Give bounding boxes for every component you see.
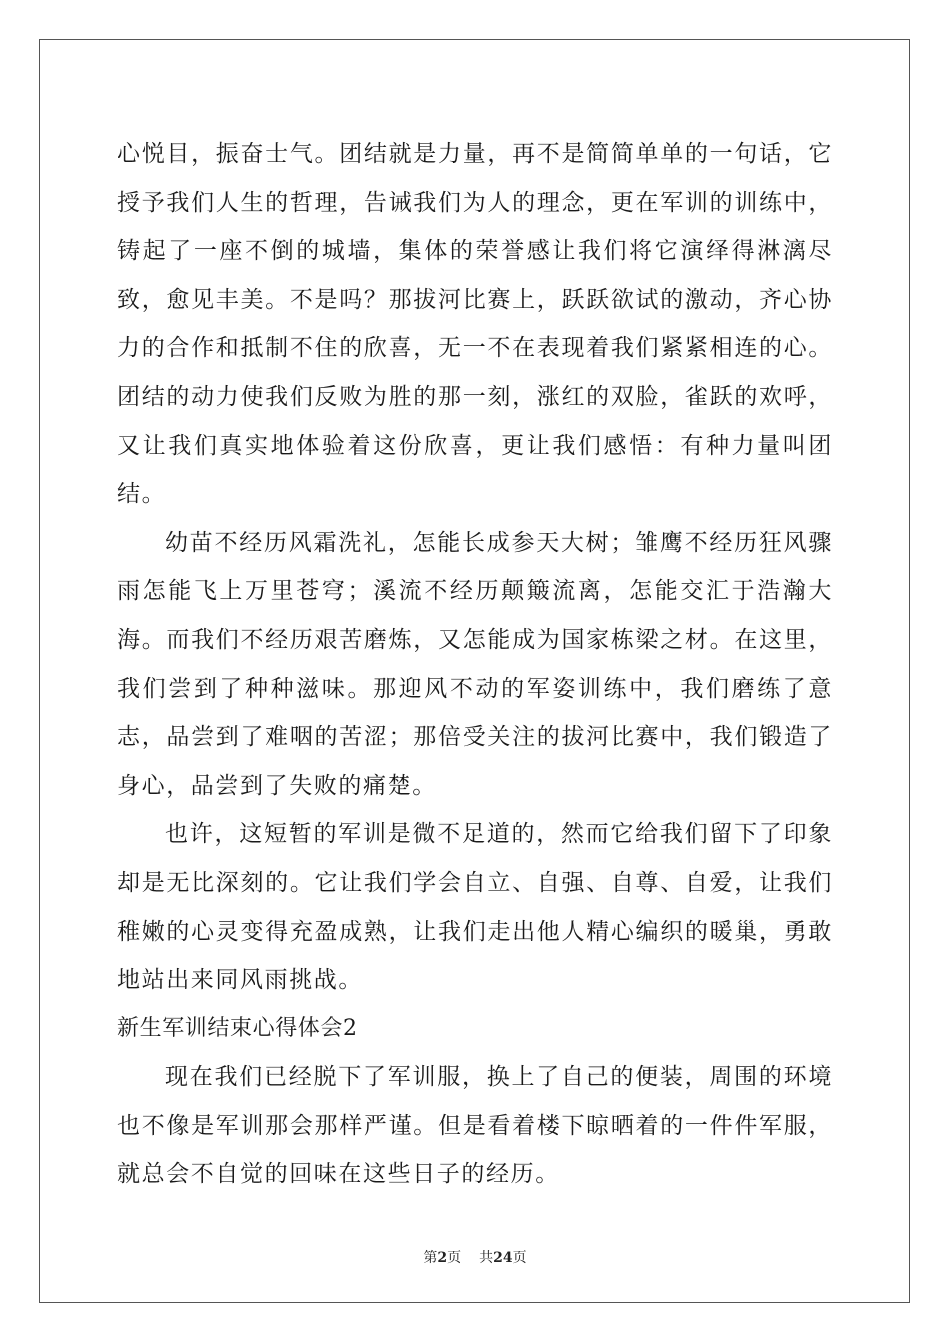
total-suffix: 页 bbox=[512, 1250, 527, 1266]
page-prefix: 第 bbox=[423, 1250, 438, 1266]
paragraph-2: 幼苗不经历风霜洗礼，怎能长成参天大树；雏鹰不经历狂风骤雨怎能飞上万里苍穹；溪流不经历颠簸流离，怎能交汇于浩瀚大海。而我们不经历艰苦磨炼，又怎能成为国家栋梁之材。在这里，我们尝到了种种滋味。那迎风不动的军姿训练中，我们磨练了意志，品尝到了难咽的苦涩；那倍受关注的拔河比赛中，我们锻造了身心，品尝到了失败的痛楚。 bbox=[117, 529, 833, 799]
paragraph-1: 心悦目，振奋士气。团结就是力量，再不是简简单单的一句话，它授予我们人生的哲理，告诫我们为人的理念，更在军训的训练中，铸起了一座不倒的城墙，集体的荣誉感让我们将它演绎得淋漓尽致，愈见丰美。不是吗？那拔河比赛上，跃跃欲试的激动，齐心协力的合作和抵制不住的欣喜，无一不在表现着我们紧紧相连的心。团结的动力使我们反败为胜的那一刻，涨红的双脸，雀跃的欢呼，又让我们真实地体验着这份欣喜，更让我们感悟：有种力量叫团结。 bbox=[117, 141, 833, 508]
total-prefix: 共 bbox=[479, 1250, 494, 1266]
page-suffix: 页 bbox=[447, 1250, 462, 1266]
page-current: 2 bbox=[437, 1250, 448, 1266]
section-heading: 新生军训结束心得体会2 bbox=[117, 1015, 358, 1041]
paragraph-3: 也许，这短暂的军训是微不足道的，然而它给我们留下了印象却是无比深刻的。它让我们学会自立、自强、自尊、自爱，让我们稚嫩的心灵变得充盈成熟，让我们走出他人精心编织的暖巢，勇敢地站出来同风雨挑战。 bbox=[117, 821, 833, 994]
page-footer bbox=[0, 1247, 950, 1267]
document-body bbox=[117, 130, 833, 1199]
page-total: 24 bbox=[493, 1250, 513, 1266]
paragraph-4: 现在我们已经脱下了军训服，换上了自己的便装，周围的环境也不像是军训那会那样严谨。但是看着楼下晾晒着的一件件军服，就总会不自觉的回味在这些日子的经历。 bbox=[117, 1064, 833, 1188]
